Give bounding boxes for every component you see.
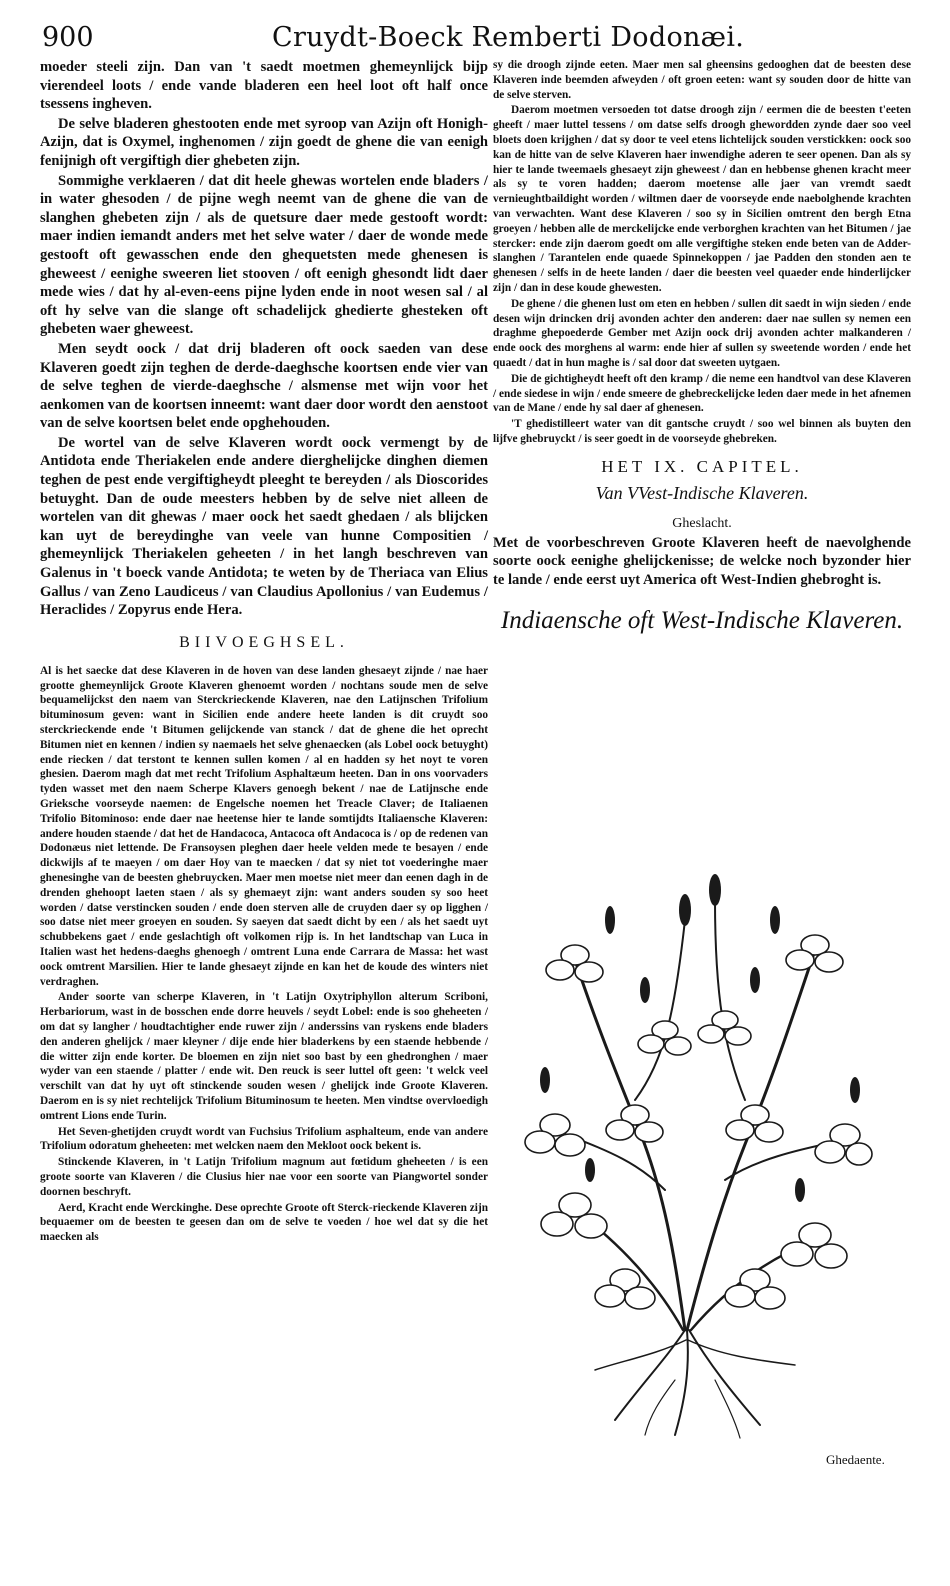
page-header: [42, 22, 912, 58]
catchword: Ghedaente.: [826, 1452, 885, 1467]
bijvoeghsel-paragraph: Het Seven-ghetijden cruydt wordt van Fuchsius Trifolium asphalteum, ende van andere Trifolium odoratum gheheeten: met welcken naem den Mekloot oock bekent is.: [40, 1125, 488, 1153]
section-heading-bijvoeghsel: BIIVOEGHSEL.: [179, 633, 349, 651]
body-paragraph: Men seydt oock / dat drij bladeren oft oock saeden van dese Klaveren goedt zijn teghen de derde-daeghsche koortsen ende vier van de selve teghen de vierde-daeghsche / alsmense met wijn voor het aenkomen van de koortsen inneemt: want daer door wordt den aenstoot van de selve koortsen belet ende opghehouden.: [40, 340, 488, 432]
clover-plant-woodcut-icon: [515, 860, 875, 1440]
chapter-text: Met de voorbeschreven Groote Klaveren heeft de naevolghende soorte oock eenighe ghelijckenisse; de welcke noch byzonder hier te lande / ende eerst uyt America oft West-Indien ghebroght is.: [493, 534, 911, 588]
body-paragraph: De selve bladeren ghestooten ende met syroop van Azijn oft Honigh-Azijn, dat is Oxymel, inghenomen / zijn goedt de ghene die van eenigh fenijnigh oft vergiftigh dier ghebeten zijn.: [40, 115, 488, 169]
subheading-gheslacht: Gheslacht.: [672, 515, 732, 531]
bijvoeghsel-paragraph: Ander soorte van scherpe Klaveren, in 't Latijn Oxytriphyllon alterum Scriboni, Herbariorum, wast in de bosschen ende dorre heuvels / seydt Lobel: ende is soo gheheeten / om dat sy langher / houdtachtigher ende ruwer zijn / anderssins van ryskens ende bladers den anderen ghelijck / maer kleyner / dije ende hier bladerkens by een staende hebbende / die witter zijn ende korter. De bloemen en zijn niet soo bast by een ghedronghen / maer wyder van een staende / platter / ende wit. Den reuck is seer luttel oft geen: 't welck veel verschilt van dat hy uyt oft stinckende souden wesen / ghelijck inde Groote Klaveren. Daerom en is sy niet rechtelijck Trifolium Bituminosum te heeten. Men vindtse overvloedigh omtrent Lions ende Turin.: [40, 991, 488, 1122]
bijvoeghsel-paragraph: Al is het saecke dat dese Klaveren in de hoven van dese landen ghesaeyt zijnde / nae haer grootte ghemeynlijck Groote Klaveren ghenoemt worden / nochtans soude men de selve bequamelijckst den naem van Sterckrieckende Klaveren, nae den Latijnschen Trifolium bituminosum geven: want in Sicilien ende andere heete landen is dit cruydt soo sterckrieckende ende 't Bitumen gelijckende van stanck / dat de ghene die het oprecht Bitumen niet en kennen / indien sy naemaels het selve ghenaecken (als Lobel oock betuyght) ende riecken / dat terstont te kennen sullen komen / al en hadden sy het noyt te voren ghesien. Daerom magh dat met recht Trifolium Asphaltæum heeten. Dan in ons voorvaders tyden wasset met den naem Scherpe Klavers genoegh bekent / nae de Latijnsche ende Grieksche voorseyde naemen: de Engelsche noemen het Treacle Claver; de Italiaenen Trifolio Bitominoso: ende daer nae heetense hier te lande somtijdts Italiaensche Klaveren: andere houden staende / dat het de Handacoca, Antacoca oft Andacoca is / op de redenen van Dodonæus niet lettende. De Fransoysen pleghen daer heele velden mede te besayen / ende dickwijls af te maeyen / om daer Hoy van te maecken / dat sy niet tot voederinghe maer ghenesinghe van de beesten ghebruycken. Maer men moetse niet meer dan eenen dagh in de drenden ghehoopt laeten staen / als sy ghemaeyt zijn: want anders souden sy soo heet worden / datse verstincken souden / ende doen sterven alle de cruyden daer sy op ligghen / soo datse niet meer groeyen en souden. Sy saeyen dat saedt dicht by een / als het saedt uyt schubbekens gaet / ende geslachtigh oft volkomen rijp is. In het landtschap van Luca in Italien wast het hedens-daeghs ghenoegh / omtrent Luna ende Carrara de Massa: het wast oock omtrent Marsilien. Hier te lande ghesaeyt zijnde en kan het de koude des winters niet verdraghen.: [40, 664, 488, 988]
running-title: Cruydt-Boeck Remberti Dodonæi.: [272, 22, 745, 53]
chapter-subtitle: Van VVest-Indische Klaveren.: [595, 482, 809, 503]
bijvoeghsel-paragraph: Aerd, Kracht ende Werckinghe. Dese oprechte Groote oft Sterck-rieckende Klaveren zijn bequaemer om de beesten te geesen dan om de selve te voeden / hoe wel dat sy die het maecken als: [40, 1201, 488, 1244]
woodcut-illustration: [515, 860, 875, 1440]
chapter-heading: HET IX. CAPITEL.: [601, 456, 803, 476]
body-paragraph: De ghene / die ghenen lust om eten en hebben / sullen dit saedt in wijn sieden / ende desen wijn drincken drij avonden achter den anderen: daer nae sullen sy nemen een draghme ghepoederde Gember met Azijn oock drij avonden achter malkanderen / ende oock des morghens al warm: ende hier af sullen sy sweetende worden / ende het quaedt / dat in hun maghe is / sal door dat sweeten uytgaen.: [493, 297, 911, 369]
body-paragraph: Daerom moetmen versoeden tot datse droogh zijn / eermen die de beesten t'eeten gheeft / maer luttel tessens / om datse selfs droogh ghewordden zynde daer soo veel bloets doen krijghen / dat sy door te veel etens lichtelijck souden verstickken: oock soo kan de hitte van de selve Klaveren haer inwendighe aderen te seer openen. Dan als sy hier te lande tweemaels ghesaeyt zijn gheweest / dan en hebbense ghenen kracht meer als sy te voren hadden; daerom moetense alle jaer van vremdt saedt vernieughtbaildight worden / wiltmen daer de voorseyde ende naebolghende krachten van verwachten. Want dese Klaveren / soo sy in Sicilien omtrent den bergh Etna groeyen / hebben alle de merckelijcke ende verborghen krachten van het Bitumen / jae stercker: ende zijn daerom goedt om alle vergiftighe steken ende beten van de Adder-slanghen / Tarantelen ende quaede Spinnekoppen / jae Padden den stonden aen te ghenesen / selfs in de heete landen / daer die beesten veel quaeder ende hinderlijcker zijn / dan in dese koude ghewesten.: [493, 104, 911, 294]
page-number: 900: [42, 22, 94, 53]
body-paragraph: 'T ghedistilleert water van dit gantsche cruydt / soo wel binnen als buyten den lijfve ghebruyckt / is seer goedt in de voorseyde ghebreken.: [493, 418, 911, 445]
body-paragraph: moeder steeli zijn. Dan van 't saedt moetmen ghemeynlijck bijp vierendeel loots / ende vande bladeren een heel loot oft half once tsessens ingheven.: [40, 59, 488, 113]
right-column: [493, 58, 911, 636]
body-paragraph: sy die droogh zijnde eeten. Maer men sal gheensins gedooghen dat de beesten dese Klaveren inde beemden afweyden / oft groen eeten: want sy souden door de hitte van de selve sterven.: [493, 59, 911, 101]
left-column: [40, 58, 488, 1245]
bijvoeghsel-paragraph: Stinckende Klaveren, in 't Latijn Trifolium magnum aut fœtidum gheheeten / is een groote soorte van Klaveren / die Clusius hier nae voor een soorte van Piangwortel sonder doornen beschryft.: [40, 1156, 488, 1198]
body-paragraph: Die de gichtigheydt heeft oft den kramp / die neme een handtvol van dese Klaveren / ende siedese in wijn / ende smeere de ghebreckelijcke leden daer mede in het afnemen van de Mane / ende hy sal daer af ghenesen.: [493, 372, 911, 415]
figure-caption: Indiaensche oft West-Indische Klaveren.: [500, 606, 904, 634]
body-paragraph: De wortel van de selve Klaveren wordt oock vermengt by de Antidota ende Theriakelen ende andere dierghelijcke dinghen diemen teghen de pest ende vergiftigheydt pleeght te bereyden / als Dioscorides betuyght. Dan de oude meesters hebben by de selve niet alleen de wortelen van dit ghewas / maer oock het saedt ghedaen / als blijcken kan uyt de bereydinghe van veele van hunne Compositien / ghemeynlijck Theriakelen geheeten / in het langh beschreven van Galenus in 't boeck vande Antidota; te weten by de Theriaca van Elius Gallus / van Zeno Laudiceus / van Claudius Apollonius / van Eudemus / Heraclides / Zopyrus ende Hera.: [40, 434, 488, 619]
body-paragraph: Sommighe verklaeren / dat dit heele ghewas wortelen ende bladers / in water ghesoden / de pijne wegh neemt van de ghene die van de slanghen ghebeten zijn / als de quetsure daer mede gestooft wordt: maer indien iemandt anders met het selve water / daer de wonde mede gestooft oft gewasschen ende den ghequetsten mede ghenesen is gheweest / eenighe sweeren liet stooven / oft eenigh ghesondt lidt daer mede wies / dat hy al-even-eens pijne lyden ende in noot wesen sal / al oft hy selve van die slange oft schadelijck ghedierte ghesteken oft ghebeten waer gheweest.: [40, 172, 488, 338]
